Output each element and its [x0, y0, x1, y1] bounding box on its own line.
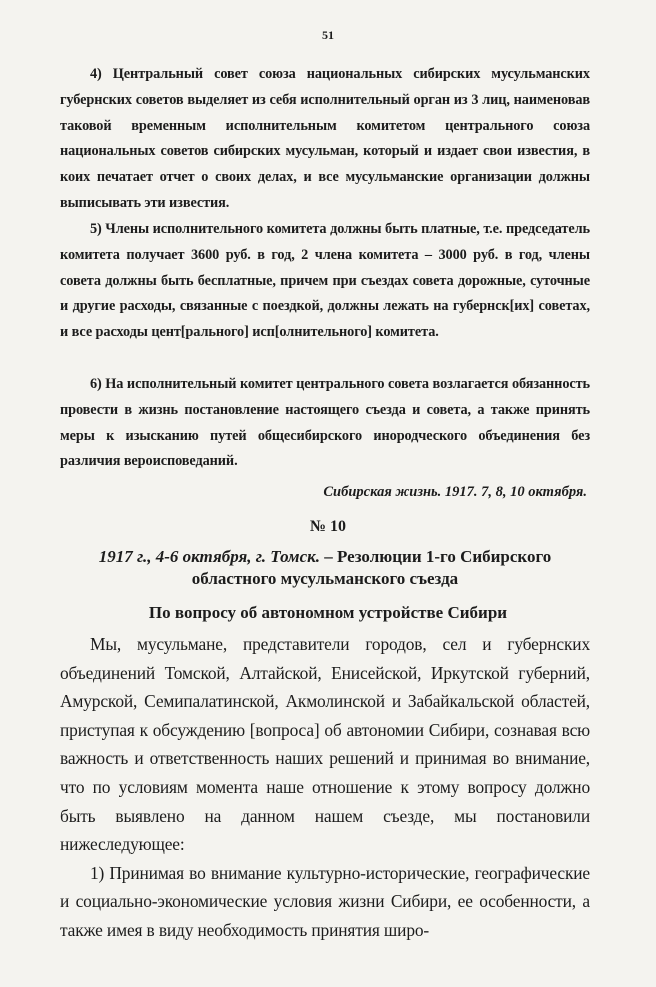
- section-subheader: По вопросу об автономном устройстве Сибири: [148, 603, 508, 622]
- point-1-paragraph: 1) Принимая во внимание культурно-исторические, географические и социально-экономические условия жизни Сибири, ее особенности, а также имея в виду необходимость принятия широ-: [60, 862, 590, 940]
- paragraph-5-block: [60, 217, 590, 346]
- header-date: 1917 г., 4-6 октября, г. Томск.: [98, 547, 320, 566]
- document-header: [60, 546, 590, 590]
- paragraph-6: 6) На исполнительный комитет центрального совета возлагается обязанность провести в жизнь постановление настоящего съезда и совета, а также принять меры к изысканию путей общесибирского инородческого объединения без различия вероисповеданий.: [60, 376, 590, 470]
- main-text-block: [60, 630, 590, 945]
- paragraph-4-block: [60, 62, 590, 217]
- document-number: № 10: [309, 518, 347, 535]
- paragraph-4: 4) Центральный совет союза национальных сибирских мусульманских губернских советов выделяет из себя исполнительный орган из 3 лиц, наименовав таковой временным исполнительным комитетом центрального союза национальных советов сибирских мусульман, который и издает свои известия, в коих печатает отчет о своих делах, и все мусульманские организации должны выписывать эти известия.: [60, 66, 590, 211]
- source-citation: Сибирская жизнь. 1917. 7, 8, 10 октября.: [323, 484, 587, 500]
- main-paragraph: Мы, мусульмане, представители городов, сел и губернских объединений Томской, Алтайской, Енисейской, Иркутской губерний, Амурской, Семипалатинской, Акмолинской и Забайкальской областей, приступая к обсуждению [вопроса] об автономии Сибири, сознавая всю важность и ответственность наших решений и принимая во внимание, что по условиям момента наше отношение к этому вопросу должно быть выявлено на данном нашем съезде, мы постановили нижеследующее:: [60, 634, 590, 855]
- page-number: 51: [322, 28, 334, 42]
- paragraph-6-block: [60, 372, 590, 475]
- paragraph-5: 5) Члены исполнительного комитета должны быть платные, т.е. председатель комитета получает 3600 руб. в год, 2 члена комитета – 3000 руб. в год, члены совета должны быть бесплатные, причем при съездах совета дорожные, суточные и другие расходы, связанные с поездкой, должны лежать на губернск[их] советах, и все расходы цент[рального] исп[олнительного] комитета.: [60, 221, 590, 341]
- header-title: – Резолюции 1-го Сибирского областного мусульманского съезда: [191, 547, 552, 588]
